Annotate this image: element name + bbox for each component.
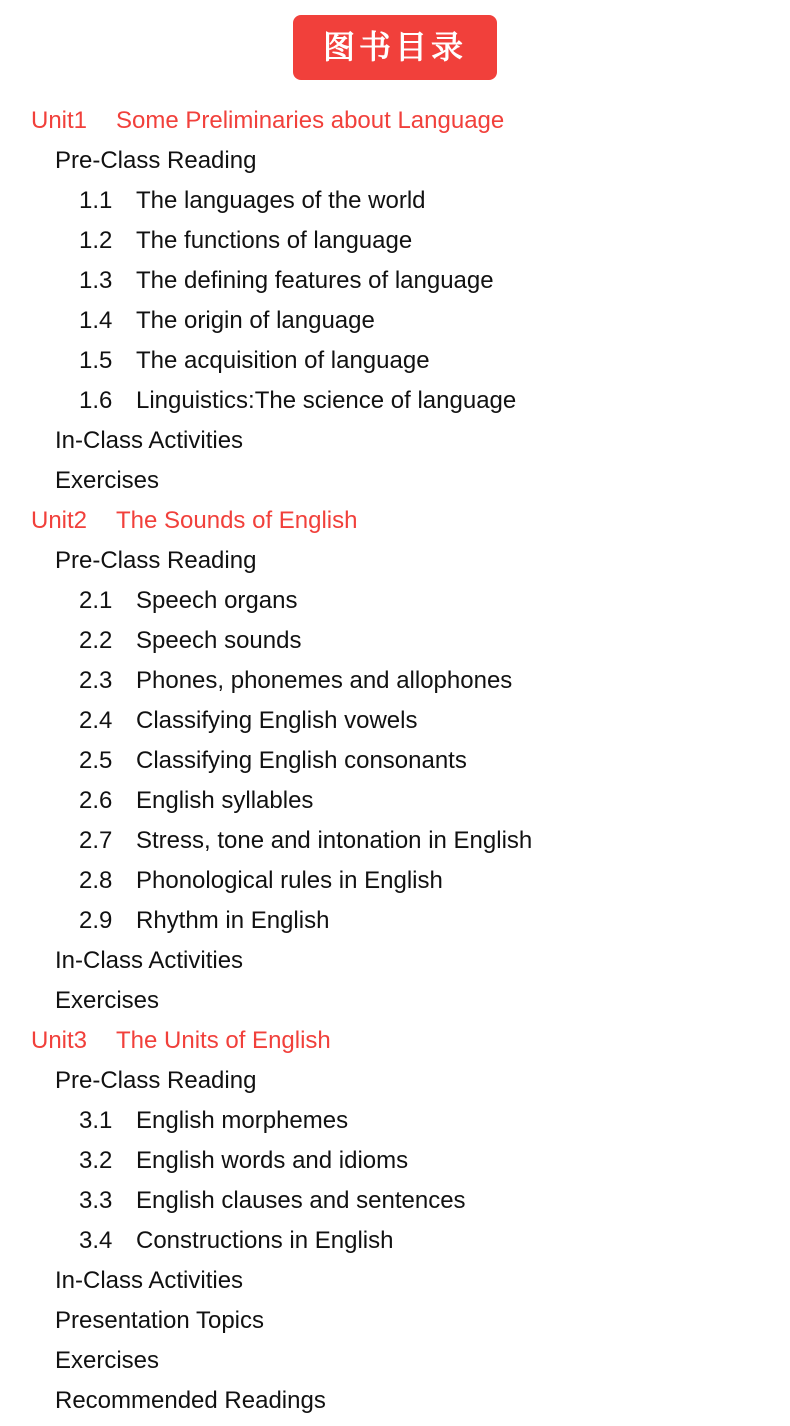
unit-title: The Units of English	[116, 1027, 331, 1054]
item-number: 2.5	[79, 747, 113, 774]
item-title: Phones, phonemes and allophones	[136, 667, 513, 694]
unit-title: Some Preliminaries about Language	[116, 107, 505, 134]
section-label: Recommended Readings	[55, 1387, 326, 1414]
item-title: Phonological rules in English	[136, 867, 443, 894]
item-number: 3.1	[79, 1107, 113, 1134]
toc-item[interactable]	[0, 861, 790, 901]
toc-section[interactable]	[0, 1341, 790, 1381]
section-label: Pre-Class Reading	[55, 147, 257, 174]
item-title: Constructions in English	[136, 1227, 394, 1254]
unit-title: The Sounds of English	[116, 507, 358, 534]
item-title: The origin of language	[136, 307, 375, 334]
toc-item[interactable]	[0, 581, 790, 621]
item-number: 1.2	[79, 227, 113, 254]
section-label: Pre-Class Reading	[55, 547, 257, 574]
section-label: In-Class Activities	[55, 427, 244, 454]
page-title-badge: 图书目录	[293, 15, 497, 80]
item-number: 2.1	[79, 587, 113, 614]
toc-section[interactable]	[0, 541, 790, 581]
item-title: Classifying English consonants	[136, 747, 467, 774]
section-label: Presentation Topics	[55, 1307, 265, 1334]
toc-item[interactable]	[0, 661, 790, 701]
header	[0, 15, 790, 80]
table-of-contents	[0, 101, 790, 1421]
toc-item[interactable]	[0, 781, 790, 821]
unit-number: Unit2	[31, 507, 88, 534]
section-label: In-Class Activities	[55, 1267, 244, 1294]
toc-unit-heading[interactable]	[0, 501, 790, 541]
item-title: Stress, tone and intonation in English	[136, 827, 533, 854]
toc-unit-heading[interactable]	[0, 101, 790, 141]
item-number: 3.2	[79, 1147, 113, 1174]
toc-item[interactable]	[0, 821, 790, 861]
section-label: Exercises	[55, 987, 160, 1014]
toc-item[interactable]	[0, 341, 790, 381]
item-number: 2.3	[79, 667, 113, 694]
toc-item[interactable]	[0, 621, 790, 661]
unit-number: Unit3	[31, 1027, 88, 1054]
item-number: 2.2	[79, 627, 113, 654]
toc-section[interactable]	[0, 421, 790, 461]
toc-item[interactable]	[0, 1101, 790, 1141]
item-number: 3.4	[79, 1227, 113, 1254]
item-title: English clauses and sentences	[136, 1187, 466, 1214]
item-title: Linguistics:The science of language	[136, 387, 517, 414]
item-number: 1.3	[79, 267, 113, 294]
item-title: English morphemes	[136, 1107, 349, 1134]
toc-section[interactable]	[0, 1061, 790, 1101]
toc-item[interactable]	[0, 181, 790, 221]
toc-item[interactable]	[0, 1221, 790, 1261]
toc-item[interactable]	[0, 901, 790, 941]
item-title: The acquisition of language	[136, 347, 430, 374]
section-label: Exercises	[55, 1347, 160, 1374]
item-title: English words and idioms	[136, 1147, 409, 1174]
item-title: The functions of language	[136, 227, 413, 254]
item-number: 1.1	[79, 187, 113, 214]
toc-section[interactable]	[0, 941, 790, 981]
item-number: 2.8	[79, 867, 113, 894]
toc-section[interactable]	[0, 461, 790, 501]
item-number: 2.4	[79, 707, 113, 734]
item-number: 1.5	[79, 347, 113, 374]
toc-item[interactable]	[0, 381, 790, 421]
item-number: 1.4	[79, 307, 113, 334]
item-number: 2.6	[79, 787, 113, 814]
toc-section[interactable]	[0, 1301, 790, 1341]
toc-section[interactable]	[0, 1261, 790, 1301]
item-title: Speech organs	[136, 587, 298, 614]
section-label: Pre-Class Reading	[55, 1067, 257, 1094]
toc-item[interactable]	[0, 1141, 790, 1181]
item-number: 3.3	[79, 1187, 113, 1214]
toc-section[interactable]	[0, 141, 790, 181]
toc-item[interactable]	[0, 301, 790, 341]
section-label: Exercises	[55, 467, 160, 494]
toc-item[interactable]	[0, 701, 790, 741]
item-title: English syllables	[136, 787, 314, 814]
item-number: 2.7	[79, 827, 113, 854]
item-number: 1.6	[79, 387, 113, 414]
toc-section[interactable]	[0, 981, 790, 1021]
item-title: The defining features of language	[136, 267, 494, 294]
toc-item[interactable]	[0, 221, 790, 261]
section-label: In-Class Activities	[55, 947, 244, 974]
item-title: The languages of the world	[136, 187, 426, 214]
toc-item[interactable]	[0, 741, 790, 781]
toc-item[interactable]	[0, 1181, 790, 1221]
unit-number: Unit1	[31, 107, 88, 134]
item-title: Classifying English vowels	[136, 707, 418, 734]
toc-section[interactable]	[0, 1381, 790, 1421]
item-title: Speech sounds	[136, 627, 302, 654]
toc-unit-heading[interactable]	[0, 1021, 790, 1061]
toc-item[interactable]	[0, 261, 790, 301]
item-title: Rhythm in English	[136, 907, 330, 934]
item-number: 2.9	[79, 907, 113, 934]
